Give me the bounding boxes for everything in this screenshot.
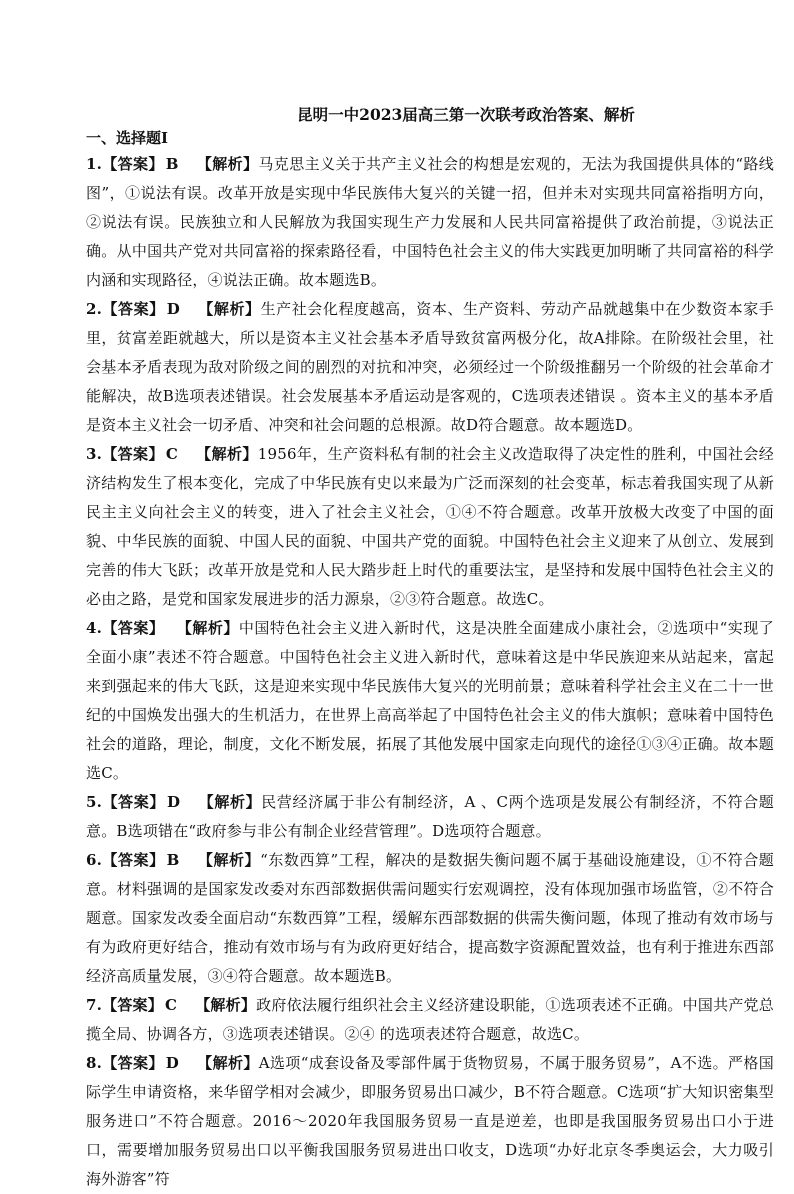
document-title: 昆明一中2023届高三第一次联考政治答案、解析 (297, 105, 635, 124)
explanation-text: 1956年，生产资料私有制的社会主义改造取得了决定性的胜利，中国社会经济结构发生了根本变化，完成了中华民族有史以来最为广泛而深刻的社会变革，标志着我国实现了从新民主主义向社会主义的转变，进入了社会主义社会，①④不符合题意。改革开放极大改变了中国的面貌、中华民族的面貌、中国人民的面貌、中国共产党的面貌。中国特色社会主义迎来了从创立、发展到完善的伟大飞跃；改革开放是党和人民大踏步赶上时代的重要法宝，是坚持和发展中国特色社会主义的必由之路，是党和国家发展进步的活力源泉，②③符合题意。故选C。 (86, 445, 774, 608)
answer-item (86, 991, 774, 1049)
answer-label: 【答案】 (102, 1054, 164, 1072)
question-number: 5. (86, 793, 103, 811)
answer-choice: D (166, 300, 180, 318)
answer-list (86, 150, 774, 1194)
explanation-label: 【解析】 (195, 996, 257, 1014)
answer-label: 【答案】 (102, 851, 165, 869)
answer-choice: C (165, 996, 178, 1014)
explanation-label: 【解析】 (197, 300, 261, 318)
explanation-label: 【解析】 (197, 1054, 259, 1072)
explanation-label: 【解析】 (195, 445, 258, 463)
explanation-text: 马克思主义关于共产主义社会的构想是宏观的，无法为我国提供具体的“路线图”，①说法有误。改革开放是实现中华民族伟大复兴的关键一招，但并未对实现共同富裕指明方向，②说法有误。民族独立和人民解放为我国实现生产力发展和人民共同富裕提供了政治前提，③说法正确。从中国共产党对共同富裕的探索路径看，中国特色社会主义的伟大实践更加明晰了共同富裕的科学内涵和实现路径，④说法正确。故本题选B。 (86, 155, 774, 289)
explanation-text: 政府依法履行组织社会主义经济建设职能，①选项表述不正确。中国共产党总揽全局、协调各方，③选项表述错误。②④ 的选项表述符合题意，故选C。 (86, 996, 774, 1043)
answer-label: 【答案】 (102, 996, 164, 1014)
answer-label: 【答案】 (102, 793, 166, 811)
answer-label: 【答案】 (102, 619, 165, 637)
explanation-text: 中国特色社会主义进入新时代，这是决胜全面建成小康社会，②选项中“实现了全面小康”表述不符合题意。中国特色社会主义进入新时代，意味着这是中华民族迎来从站起来，富起来到强起来的伟大飞跃，这是迎来实现中华民族伟大复兴的光明前景；意味着科学社会主义在二十一世纪的中国焕发出强大的生机活力，在世界上高高举起了中国特色社会主义的伟大旗帜；意味着中国特色社会的道路，理论，制度，文化不断发展，拓展了其他发展中国家走向现代的途径①③④正确。故本题选C。 (86, 619, 774, 782)
explanation-text: 民营经济属于非公有制经济，A 、C两个选项是发展公有制经济，不符合题意。B选项错在“政府参与非公有制企业经营管理”。D选项符合题意。 (86, 793, 774, 840)
question-number: 8. (86, 1054, 103, 1072)
question-number: 7. (86, 996, 103, 1014)
answer-choice: D (165, 1054, 179, 1072)
answer-label: 【答案】 (102, 445, 164, 463)
answer-choice: B (165, 155, 179, 173)
explanation-label: 【解析】 (198, 793, 262, 811)
answer-item (86, 295, 774, 440)
section-heading: 一、选择题Ⅰ (86, 129, 169, 147)
explanation-label: 【解析】 (197, 851, 261, 869)
answer-item (86, 788, 774, 846)
answer-choice: B (166, 851, 180, 869)
answer-item (86, 846, 774, 991)
explanation-label: 【解析】 (184, 619, 239, 637)
question-number: 1. (86, 155, 103, 173)
answer-item (86, 1049, 774, 1194)
answer-choice: D (167, 793, 181, 811)
question-number: 4. (86, 619, 103, 637)
answer-label: 【答案】 (102, 300, 165, 318)
question-number: 3. (86, 445, 103, 463)
question-number: 6. (86, 851, 103, 869)
explanation-text: A选项“成套设备及零部件属于货物贸易，不属于服务贸易”，A不选。严格国际学生申请资格，来华留学相对会减少，即服务贸易出口减少，B不符合题意。C选项“扩大知识密集型服务进口”不符合题意。2016～2020年我国服务贸易一直是逆差，也即是我国服务贸易出口小于进口，需要增加服务贸易出口以平衡我国服务贸易进出口收支，D选项“办好北京冬季奥运会，大力吸引海外游客”符 (86, 1054, 774, 1188)
explanation-label: 【解析】 (196, 155, 259, 173)
answer-item (86, 150, 774, 295)
question-number: 2. (86, 300, 103, 318)
explanation-text: “东数西算”工程，解决的是数据失衡问题不属于基础设施建设，①不符合题意。材料强调的是国家发改委对东西部数据供需问题实行宏观调控，没有体现加强市场监管，②不符合题意。国家发改委全面启动“东数西算”工程，缓解东西部数据的供需失衡问题，体现了推动有效市场与有为政府更好结合，推动有效市场与有为政府更好结合，提高数字资源配置效益，也有利于推进东西部经济高质量发展，③④符合题意。故本题选B。 (86, 851, 774, 985)
answer-label: 【答案】 (102, 155, 164, 173)
answer-item (86, 440, 774, 614)
answer-choice: C (165, 445, 178, 463)
answer-item (86, 614, 774, 788)
explanation-text: 生产社会化程度越高，资本、生产资料、劳动产品就越集中在少数资本家手里，贫富差距就越大，所以是资本主义社会基本矛盾导致贫富两极分化，故A排除。在阶级社会里，社会基本矛盾表现为敌对阶级之间的剧烈的对抗和冲突，必须经过一个阶级推翻另一个阶级的社会革命才能解决，故B选项表述错误。社会发展基本矛盾运动是客观的，C选项表述错误 。资本主义的基本矛盾是资本主义社会一切矛盾、冲突和社会问题的总根源。故D符合题意。故本题选D。 (86, 300, 774, 434)
